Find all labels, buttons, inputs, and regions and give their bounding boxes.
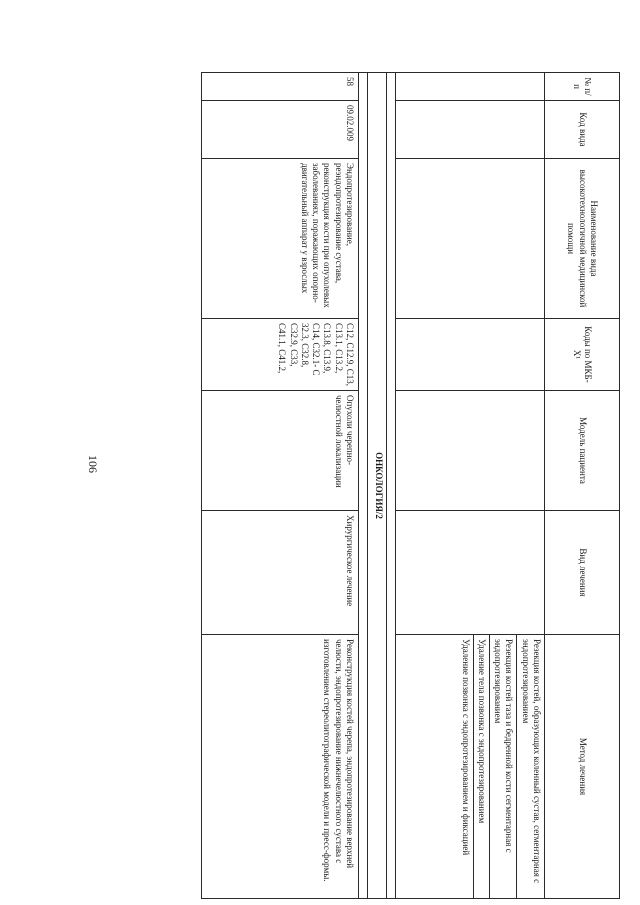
- cell-num: 58: [202, 73, 359, 101]
- header-treatment: Вид лечения: [545, 511, 620, 635]
- spacer-row: [359, 73, 368, 899]
- section-row: [368, 73, 387, 899]
- cell-empty: [396, 319, 545, 391]
- spacer-cell: [359, 73, 368, 899]
- page-number: 106: [86, 455, 100, 473]
- table-header-row: [545, 73, 620, 899]
- table-row-58: [202, 73, 359, 899]
- cell-name: Эндопротезирование, реэндопротезирование сустава, реконструкция кости при опухолевых заболеваниях, поражающих опорно-двигательный аппарат у взрослых: [202, 159, 359, 319]
- cell-model: Опухоли черепно-челюстной локализации: [202, 391, 359, 511]
- cell-empty: [396, 391, 545, 511]
- cell-code: 09.02.009: [202, 101, 359, 159]
- header-mkb: Коды по МКБ-X¹: [545, 319, 620, 391]
- continued-methods-cell: [396, 635, 545, 899]
- cell-empty: [396, 101, 545, 159]
- method-item: Резекция костей, образующих коленный сустав, сегментарная с эндопротезированием: [517, 635, 545, 898]
- header-num: № п/п: [545, 73, 620, 101]
- cell-empty: [396, 159, 545, 319]
- section-title: ОНКОЛОГИЯ/2: [368, 73, 387, 899]
- continued-row: [396, 73, 545, 899]
- spacer-row: [387, 73, 396, 899]
- header-code: Код вида: [545, 101, 620, 159]
- vmp-table: [201, 72, 620, 899]
- header-name: Наименование вида высокотехнологичной медицинской помощи: [545, 159, 620, 319]
- header-method: Метод лечения: [545, 635, 620, 899]
- cell-empty: [396, 511, 545, 635]
- cell-mkb: C12, C12.9, C13, C13.1, C13.2, C13.8, C13.9, C14, C32.1- C 32.3, C32.8, C32.9, C33, C41.1, C41.2,: [202, 319, 359, 391]
- method-item: Удаление позвонка с эндопротезированием и фиксацией: [460, 639, 471, 856]
- cell-empty: [396, 73, 545, 101]
- method-item: Резекция костей таза и бедренной кости сегментарная с эндопротезированием: [489, 635, 517, 898]
- document-table-sheet: [40, 72, 620, 898]
- spacer-cell: [387, 73, 396, 899]
- method-item: Удаление тела позвонка с эндопротезированием: [473, 635, 489, 898]
- cell-treatment: Хирургическое лечение: [202, 511, 359, 635]
- header-model: Модель пациента: [545, 391, 620, 511]
- cell-method: Реконструкция костей черепа, эндопротезирование верхней челюсти, эндопротезирование нижнечелюстного сустава с изготовлением стереолитографической модели и пресс-формы.: [202, 635, 359, 899]
